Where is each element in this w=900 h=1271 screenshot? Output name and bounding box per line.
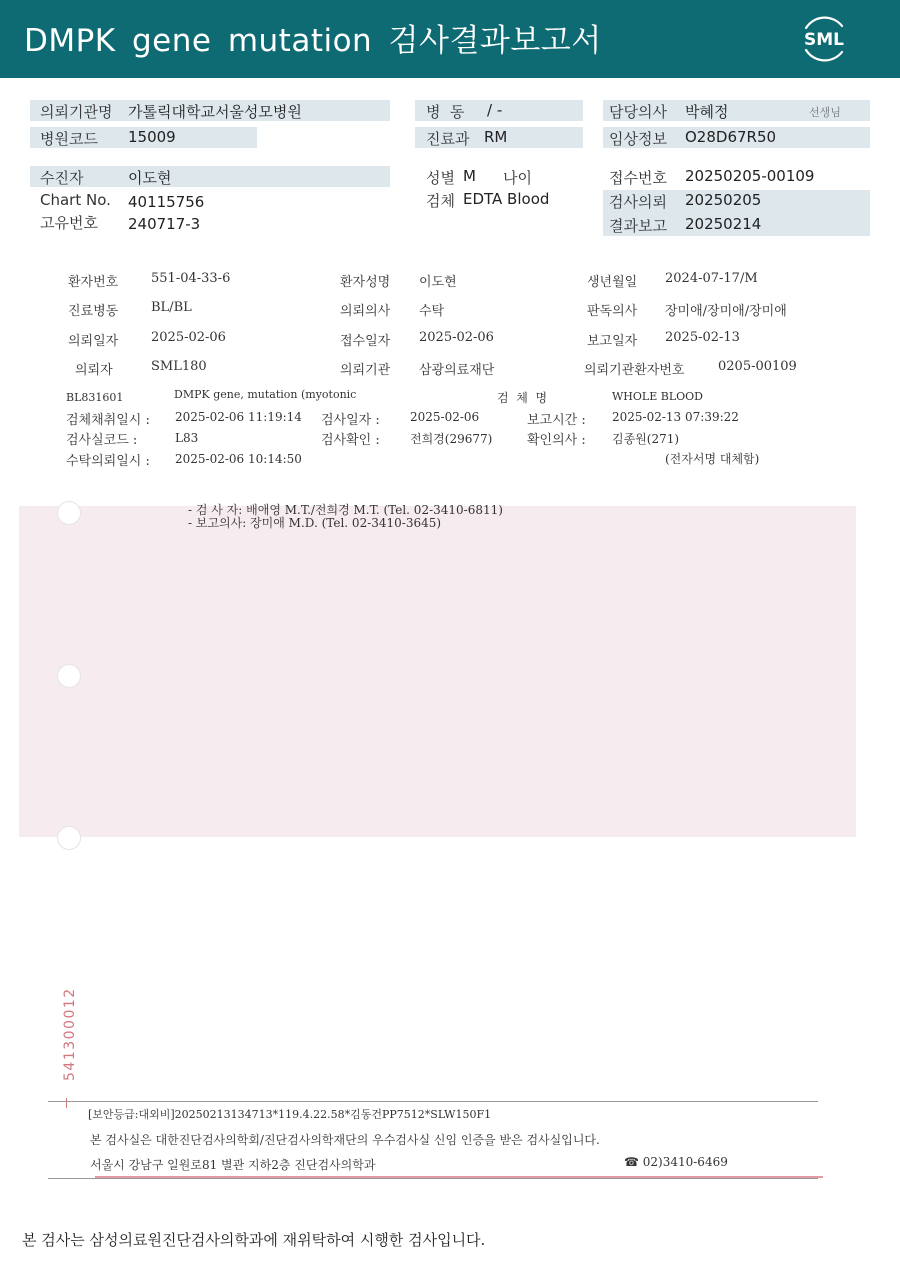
hospital-value: 가톨릭대학교서울성모병원 (128, 103, 302, 121)
test-code: BL831601 (66, 391, 124, 404)
report-row1-v2: 이도현 (419, 275, 457, 290)
clinical-value: O28D67R50 (685, 128, 777, 146)
consign-label: 수탁의뢰일시 : (66, 454, 150, 469)
report-row4-l2: 의뢰기관 (340, 363, 391, 378)
hospcode-value: 15009 (128, 128, 176, 146)
age-label: 나이 (503, 169, 532, 187)
result-label: 결과보고 (609, 217, 667, 235)
esign-note: (전자서명 대체함) (665, 452, 760, 466)
footer-pink-rule (95, 1176, 823, 1178)
binder-hole-middle (57, 664, 81, 688)
report-row3-v3: 2025-02-13 (665, 330, 740, 345)
footer-bottom-rule (48, 1178, 818, 1179)
report-row4-v3: 0205-00109 (718, 359, 797, 374)
report-row2-l3: 판독의사 (587, 304, 638, 319)
report-row3-v2: 2025-02-06 (419, 330, 494, 345)
report-row3-l2: 접수일자 (340, 334, 391, 349)
result-area (19, 506, 856, 837)
doctor-label: 담당의사 (609, 103, 667, 121)
report-row3-l3: 보고일자 (587, 334, 638, 349)
report-row1-v1: 551-04-33-6 (151, 271, 231, 286)
tester-line: - 검 사 자: 배애영 M.T./전희경 M.T. (Tel. 02-3410-6811) (188, 503, 503, 517)
collect-value: 2025-02-06 11:19:14 (175, 410, 302, 424)
labcode-label: 검사실코드 : (66, 433, 138, 448)
receipt-label: 접수번호 (609, 169, 667, 187)
confirmdoc-value: 김종원(271) (612, 432, 680, 446)
patient-label: 수진자 (40, 169, 84, 187)
doctor-suffix: 선생님 (809, 106, 841, 119)
report-row2-l2: 의뢰의사 (340, 304, 391, 319)
request-label: 검사의뢰 (609, 193, 667, 211)
report-row1-l1: 환자번호 (68, 275, 119, 290)
sex-label: 성별 (426, 169, 455, 187)
vertical-serial-number (54, 985, 84, 1095)
consign-value: 2025-02-06 10:14:50 (175, 452, 302, 466)
report-row4-v2: 삼광의료재단 (419, 363, 495, 378)
footer-top-rule (48, 1101, 818, 1102)
testdate-value: 2025-02-06 (410, 410, 480, 424)
specimen-name-label: 검 체 명 (497, 391, 548, 405)
ward-value: / - (487, 101, 503, 119)
test-name: DMPK gene, mutation (myotonic (174, 388, 357, 401)
testdate-label: 검사일자 : (321, 413, 380, 428)
report-row3-v1: 2025-02-06 (151, 330, 226, 345)
report-row2-v3: 장미애/장미애/장미애 (665, 304, 787, 319)
logo-text: SML (804, 30, 844, 50)
report-row1-l2: 환자성명 (340, 275, 391, 290)
receipt-value: 20250205-00109 (685, 167, 815, 185)
result-value: 20250214 (685, 215, 762, 233)
specimen-label: 검체 (426, 192, 455, 210)
specimen-name-value: WHOLE BLOOD (612, 390, 703, 403)
labcode-value: L83 (175, 431, 199, 445)
phone-line: ☎ 02)3410-6469 (624, 1155, 728, 1169)
unique-label: 고유번호 (40, 214, 98, 232)
chart-label: Chart No. (40, 191, 111, 209)
confirm-value: 전희경(29677) (410, 432, 493, 446)
report-row1-v3: 2024-07-17/M (665, 271, 758, 286)
unique-value: 240717-3 (128, 215, 201, 233)
request-value: 20250205 (685, 191, 762, 209)
report-row3-l1: 의뢰일자 (68, 334, 119, 349)
chart-value: 40115756 (128, 193, 205, 211)
doctor-value: 박혜정 (685, 103, 729, 121)
patient-value: 이도현 (128, 169, 172, 187)
hospital-label: 의뢰기관명 (40, 103, 113, 121)
address-line: 서울시 강남구 일원로81 별관 지하2층 진단검사의학과 (90, 1158, 376, 1172)
reporttime-value: 2025-02-13 07:39:22 (612, 410, 739, 424)
report-row2-v1: BL/BL (151, 300, 192, 315)
footer-note: 본 검사는 삼성의료원진단검사의학과에 재위탁하여 시행한 검사입니다. (22, 1231, 486, 1249)
report-row4-l1: 의뢰자 (75, 363, 113, 378)
strip-patient (30, 166, 390, 187)
confirmdoc-label: 확인의사 : (527, 433, 586, 448)
clinical-label: 임상정보 (609, 130, 667, 148)
report-row4-l3: 의뢰기관환자번호 (584, 363, 685, 378)
hospcode-label: 병원코드 (40, 130, 98, 148)
ward-label: 병 동 (426, 103, 465, 121)
cert-line: 본 검사실은 대한진단검사의학회/진단검사의학재단의 우수검사실 신임 인증을 받은 검사실입니다. (90, 1133, 600, 1147)
confirm-label: 검사확인 : (321, 433, 380, 448)
collect-label: 검체채취일시 : (66, 413, 150, 428)
report-row1-l3: 생년월일 (587, 275, 638, 290)
dept-value: RM (484, 128, 508, 146)
reporter-line: - 보고의사: 장미애 M.D. (Tel. 02-3410-3645) (188, 516, 442, 530)
report-row2-v2: 수탁 (419, 304, 445, 319)
specimen-value: EDTA Blood (463, 190, 550, 208)
report-title: DMPK gene mutation 검사결과보고서 (24, 23, 602, 59)
dept-label: 진료과 (426, 130, 470, 148)
sex-value: M (463, 167, 476, 185)
security-line: [보안등급:대외비]20250213134713*119.4.22.58*김동건PP7512*SLW150F1 (88, 1108, 492, 1121)
report-row4-v1: SML180 (151, 359, 207, 374)
binder-hole-top (57, 501, 81, 525)
vertical-tick (66, 1098, 67, 1108)
reporttime-label: 보고시간 : (527, 413, 586, 428)
sml-logo-icon (798, 14, 850, 64)
svg-text:541300012: 541300012 (62, 987, 78, 1081)
report-row2-l1: 진료병동 (68, 304, 119, 319)
binder-hole-bottom (57, 826, 81, 850)
